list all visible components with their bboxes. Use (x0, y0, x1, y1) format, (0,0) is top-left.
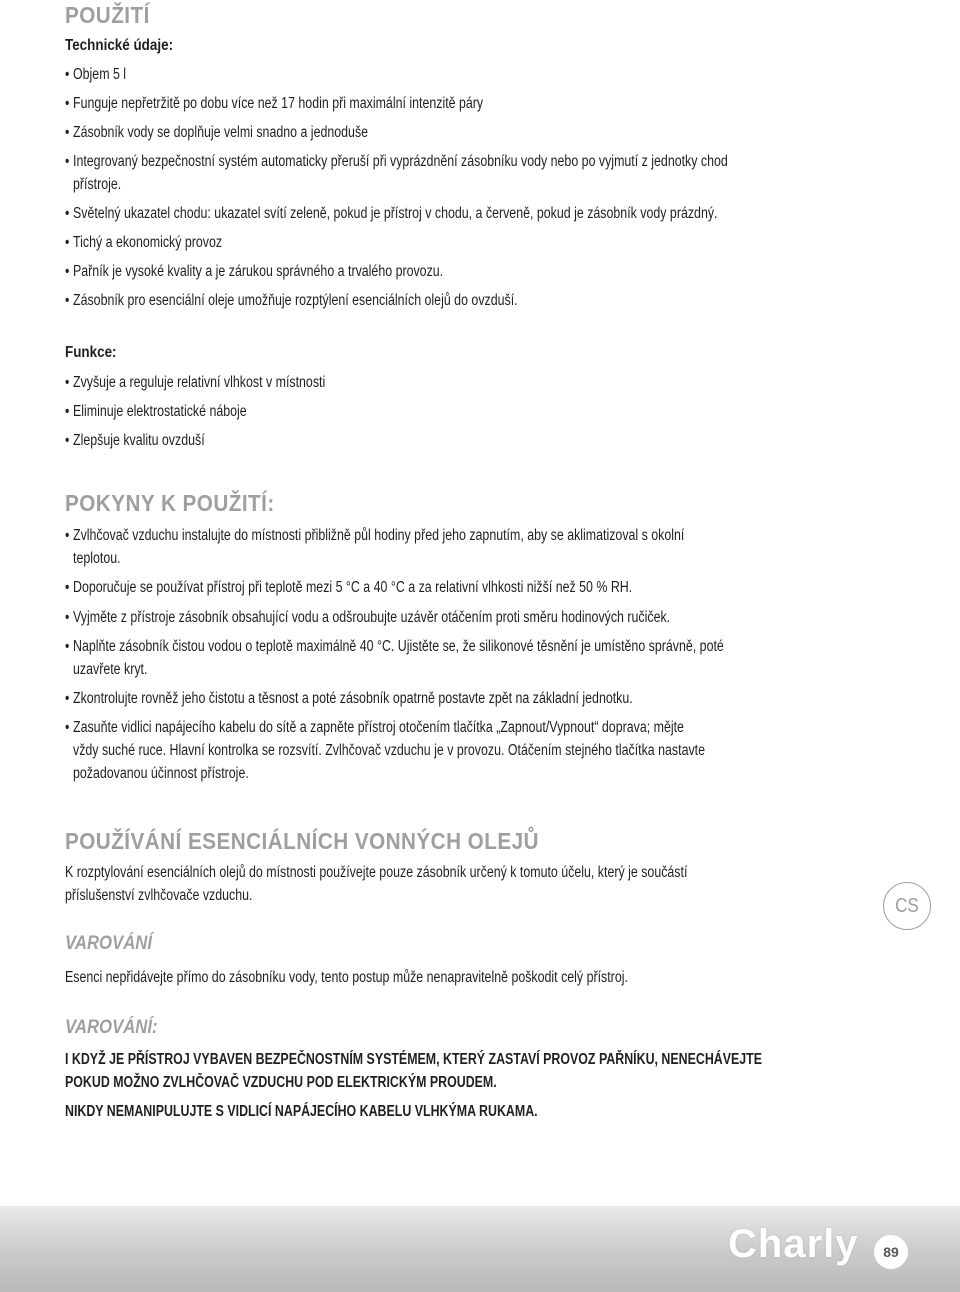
oils-paragraph-line: K rozptylování esenciálních olejů do místnosti používejte pouze zásobník určený k tomuto účelu, který je součástí (65, 864, 688, 881)
function-item: • Zvyšuje a reguluje relativní vlhkost v místnosti (65, 374, 325, 392)
brand-logo: Charly (728, 1222, 859, 1266)
tech-specs-heading: Technické údaje: (65, 37, 174, 54)
instruction-continuation: vždy suché ruce. Hlavní kontrolka se rozsvítí. Zvlhčovač vzduchu je v provozu. Otáčením stejného tlačítka nastavte (73, 742, 706, 759)
instruction-continuation: teplotou. (73, 550, 121, 567)
warning-text: Esenci nepřidávejte přímo do zásobníku vody, tento postup může nenapravitelně poškodit celý přístroj. (65, 969, 628, 986)
tech-item: • Integrovaný bezpečnostní systém automaticky přeruší při vyprázdnění zásobníku vody nebo po vyjmutí z jednotky chod (65, 153, 728, 171)
section-title-oils: POUŽÍVÁNÍ ESENCIÁLNÍCH VONNÝCH OLEJŮ (65, 828, 539, 854)
tech-item: • Tichý a ekonomický provoz (65, 234, 222, 252)
function-item: • Zlepšuje kvalitu ovzduší (65, 432, 205, 450)
tech-item: • Funguje nepřetržitě po dobu více než 17 hodin při maximální intenzitě páry (65, 95, 483, 113)
tech-item: • Zásobník vody se doplňuje velmi snadno a jednoduše (65, 124, 368, 142)
tech-item: • Objem 5 l (65, 66, 126, 84)
instruction-item: • Zasuňte vidlici napájecího kabelu do sítě a zapněte přístroj otočením tlačítka „Zapnout/Vypnout“ doprava; mějte (65, 719, 684, 737)
instruction-item: • Doporučuje se používat přístroj při teplotě mezi 5 °C a 40 °C a za relativní vlhkosti nižší než 50 % RH. (65, 579, 632, 597)
instruction-item: • Zvlhčovač vzduchu instalujte do místnosti přibližně půl hodiny před jeho zapnutím, aby se aklimatizoval s okolní (65, 527, 684, 545)
instruction-continuation: uzavřete kryt. (73, 661, 148, 678)
tech-item-continuation: přístroje. (73, 176, 122, 193)
instruction-item: • Naplňte zásobník čistou vodou o teplotě maximálně 40 °C. Ujistěte se, že silikonové těsnění je umístěno správně, poté (65, 638, 724, 656)
language-badge: CS (883, 882, 931, 930)
warning-caps-line: NIKDY NEMANIPULUJTE S VIDLICÍ NAPÁJECÍHO KABELU VLHKÝMA RUKAMA. (65, 1103, 538, 1120)
tech-item: • Zásobník pro esenciální oleje umožňuje rozptýlení esenciálních olejů do ovzduší. (65, 292, 518, 310)
tech-item: • Pařník je vysoké kvality a je zárukou správného a trvalého provozu. (65, 263, 443, 281)
oils-paragraph-line: příslušenství zvlhčovače vzduchu. (65, 887, 253, 904)
warning-title: VAROVÁNÍ: (65, 1017, 158, 1038)
function-item: • Eliminuje elektrostatické náboje (65, 403, 247, 421)
instruction-item: • Vyjměte z přístroje zásobník obsahující vodu a odšroubujte uzávěr otáčením proti směru hodinových ručiček. (65, 609, 670, 627)
section-title-use: POUŽITÍ (65, 2, 150, 28)
warning-caps-line: I KDYŽ JE PŘÍSTROJ VYBAVEN BEZPEČNOSTNÍM SYSTÉMEM, KTERÝ ZASTAVÍ PROVOZ PAŘNÍKU, NENECHÁVEJTE (65, 1051, 763, 1068)
warning-caps-line: POKUD MOŽNO ZVLHČOVAČ VZDUCHU POD ELEKTRICKÝM PROUDEM. (65, 1074, 497, 1091)
warning-title: VAROVÁNÍ (65, 933, 153, 954)
functions-heading: Funkce: (65, 344, 117, 361)
page-number: 89 (874, 1235, 908, 1269)
section-title-instructions: POKYNY K POUŽITÍ: (65, 490, 275, 516)
instruction-item: • Zkontrolujte rovněž jeho čistotu a těsnost a poté zásobník opatrně postavte zpět na základní jednotku. (65, 690, 633, 708)
instruction-continuation: požadovanou účinnost přístroje. (73, 765, 249, 782)
tech-item: • Světelný ukazatel chodu: ukazatel svítí zeleně, pokud je přístroj v chodu, a červeně, pokud je zásobník vody prázdný. (65, 205, 717, 223)
